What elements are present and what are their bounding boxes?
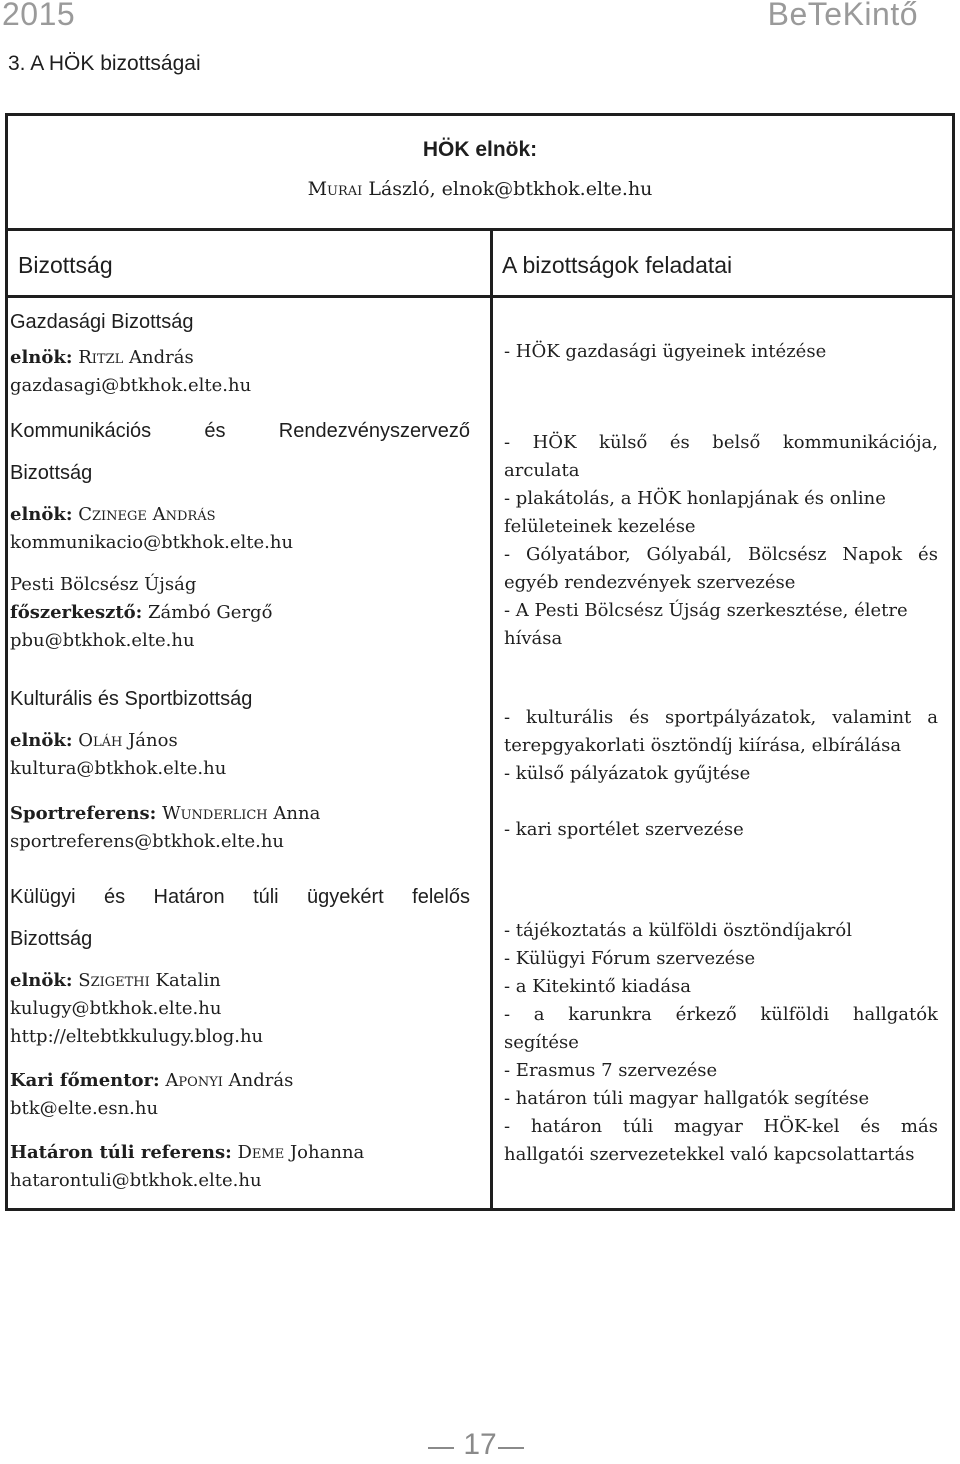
border-surname: Deme — [237, 1142, 285, 1163]
tasks-kulturalis — [504, 704, 938, 788]
committee-email: gazdasagi@btkhok.elte.hu — [10, 375, 252, 396]
task-word: határon — [530, 1116, 603, 1137]
chair-given: András — [129, 347, 194, 368]
sport-referent — [10, 800, 470, 828]
task-line: - A Pesti Bölcsész Újság szerkesztése, életre — [504, 600, 908, 621]
name-word: és — [204, 420, 226, 442]
committee-blog-link[interactable]: http://eltebtkkulugy.blog.hu — [10, 1026, 264, 1047]
task-word: más — [900, 1116, 938, 1137]
chair-role: elnök: — [10, 970, 73, 991]
task-word: karunkra — [568, 1004, 652, 1025]
header-brand: BeTeKintő — [767, 0, 918, 32]
committee-kulugyi — [10, 883, 470, 1195]
committee-name-line2: Bizottság — [10, 928, 93, 950]
task-word: - — [504, 432, 511, 453]
committee-chair — [10, 344, 470, 372]
chair-role: elnök: — [10, 347, 73, 368]
task-word: a — [533, 1004, 545, 1025]
column-header-tasks: A bizottságok feladatai — [502, 252, 733, 278]
name-word: túli — [253, 886, 279, 908]
name-word: Külügyi — [10, 886, 76, 908]
mentor-given: András — [228, 1070, 294, 1091]
task-line: arculata — [504, 460, 580, 481]
name-word: Rendezvényszervező — [278, 420, 470, 442]
task-line: - határon túli magyar hallgatók segítése — [504, 1088, 870, 1109]
paper-email: pbu@btkhok.elte.hu — [10, 630, 195, 651]
name-word: Határon — [153, 886, 225, 908]
committee-chair — [10, 501, 470, 529]
committee-chair — [10, 967, 470, 995]
committee-name-line2: Bizottság — [10, 462, 93, 484]
task-word: és — [860, 1116, 881, 1137]
chair-given: Katalin — [155, 970, 221, 991]
committee-name: Kulturális és Sportbizottság — [10, 688, 253, 710]
task-word: és — [669, 432, 690, 453]
task-line: segítése — [504, 1032, 579, 1053]
task-word: belső — [712, 432, 761, 453]
task-line: - plakátolás, a HÖK honlapjának és online — [504, 488, 886, 509]
task-line: - tájékoztatás a külföldi ösztöndíjakról — [504, 920, 853, 941]
chair-role: elnök: — [10, 730, 73, 751]
task-word: kommunikációja, — [782, 432, 938, 453]
border-role: Határon túli referens: — [10, 1142, 232, 1163]
task-word: külföldi — [760, 1004, 830, 1025]
task-word: sportpályázatok, — [665, 707, 817, 728]
mentor-surname: Aponyi — [165, 1070, 223, 1091]
tasks-kommunikacios — [504, 429, 938, 653]
task-word: valamint — [832, 707, 912, 728]
chair-surname: Czinege — [78, 504, 147, 525]
task-line — [504, 704, 938, 732]
paper-editor — [10, 599, 470, 627]
task-line: hívása — [504, 628, 563, 649]
chair-given: András — [152, 504, 216, 525]
column-header-committee: Bizottság — [18, 252, 113, 278]
chair-surname: Szigethi — [78, 970, 150, 991]
tasks-gazdasagi — [504, 338, 938, 366]
task-line: felületeinek kezelése — [504, 516, 696, 537]
committee-gazdasagi — [10, 308, 470, 400]
task-word: a — [927, 707, 938, 728]
task-word: hallgatók — [852, 1004, 938, 1025]
task-word: magyar — [673, 1116, 743, 1137]
task-line — [504, 1113, 938, 1141]
page-number: 17 — [463, 1428, 497, 1461]
column-divider — [490, 228, 493, 1208]
task-word: érkező — [675, 1004, 737, 1025]
committee-kommunikacios — [10, 417, 470, 655]
committee-kulturalis — [10, 685, 470, 856]
task-word: - — [504, 1116, 511, 1137]
task-line: - külső pályázatok gyűjtése — [504, 763, 751, 784]
task-word: túli — [622, 1116, 654, 1137]
task-word: - — [504, 707, 511, 728]
president-box — [8, 116, 952, 231]
committee-email: kultura@btkhok.elte.hu — [10, 758, 227, 779]
committee-email: kulugy@btkhok.elte.hu — [10, 998, 222, 1019]
editor-role: főszerkesztő: — [10, 602, 143, 623]
border-given: Johanna — [289, 1142, 365, 1163]
president-details: László, elnok@btkhok.elte.hu — [362, 178, 653, 200]
task-word: - — [504, 1004, 511, 1025]
chair-surname: Ritzl — [78, 347, 124, 368]
president-surname: Murai — [307, 178, 363, 200]
committee-name: Gazdasági Bizottság — [10, 311, 194, 333]
task-word: HÖK — [532, 432, 577, 453]
paper-name: Pesti Bölcsész Újság — [10, 574, 197, 595]
border-referent — [10, 1139, 470, 1167]
task-line — [504, 541, 938, 569]
task-line: egyéb rendezvények szervezése — [504, 572, 796, 593]
sport-role: Sportreferens: — [10, 803, 157, 824]
president-line — [8, 178, 952, 200]
president-title: HÖK elnök: — [422, 138, 538, 161]
tasks-kulugyi — [504, 917, 938, 1169]
task-word: Bölcsész — [747, 544, 827, 565]
tasks-sport — [504, 816, 938, 844]
task-line — [504, 429, 938, 457]
footer-dash-right — [498, 1447, 524, 1449]
task-word: és — [629, 707, 650, 728]
committee-name — [10, 417, 470, 445]
mentor-role: Kari főmentor: — [10, 1070, 160, 1091]
chair-role: elnök: — [10, 504, 73, 525]
task-line — [504, 1001, 938, 1029]
name-word: felelős — [412, 886, 470, 908]
mentor-email: btk@elte.esn.hu — [10, 1098, 159, 1119]
task-word: és — [918, 544, 938, 565]
header-year: 2015 — [2, 0, 76, 32]
border-email: hatarontuli@btkhok.elte.hu — [10, 1170, 262, 1191]
task-word: kulturális — [526, 707, 614, 728]
mentor — [10, 1067, 470, 1095]
task-line: - Külügyi Fórum szervezése — [504, 948, 756, 969]
task-word: Napok — [842, 544, 903, 565]
task-word: - — [504, 544, 511, 565]
task-line: terepgyakorlati ösztöndíj kiírása, elbírálása — [504, 735, 902, 756]
name-word: Kommunikációs — [10, 420, 152, 442]
chair-surname: Oláh — [78, 730, 123, 751]
task-line: - a Kitekintő kiadása — [504, 976, 692, 997]
name-word: ügyekért — [307, 886, 384, 908]
task-word: külső — [599, 432, 648, 453]
task-word: HÖK-kel — [763, 1116, 840, 1137]
committee-name — [10, 883, 470, 911]
task-line: hallgatói szervezetekkel való kapcsolattartás — [504, 1144, 915, 1165]
task-line: - HÖK gazdasági ügyeinek intézése — [504, 341, 827, 362]
task-word: Gólyatábor, — [526, 544, 631, 565]
section-title: 3. A HÖK bizottságai — [8, 52, 201, 75]
task-word: Gólyabál, — [646, 544, 733, 565]
header-divider — [8, 295, 952, 298]
chair-given: János — [128, 730, 178, 751]
editor-name: Zámbó Gergő — [148, 602, 273, 623]
sport-email: sportreferens@btkhok.elte.hu — [10, 831, 285, 852]
task-line: - kari sportélet szervezése — [504, 819, 744, 840]
sport-surname: Wunderlich — [162, 803, 268, 824]
committee-chair — [10, 727, 470, 755]
task-line: - Erasmus 7 szervezése — [504, 1060, 718, 1081]
name-word: és — [104, 886, 126, 908]
committee-email: kommunikacio@btkhok.elte.hu — [10, 532, 294, 553]
sport-given: Anna — [273, 803, 321, 824]
